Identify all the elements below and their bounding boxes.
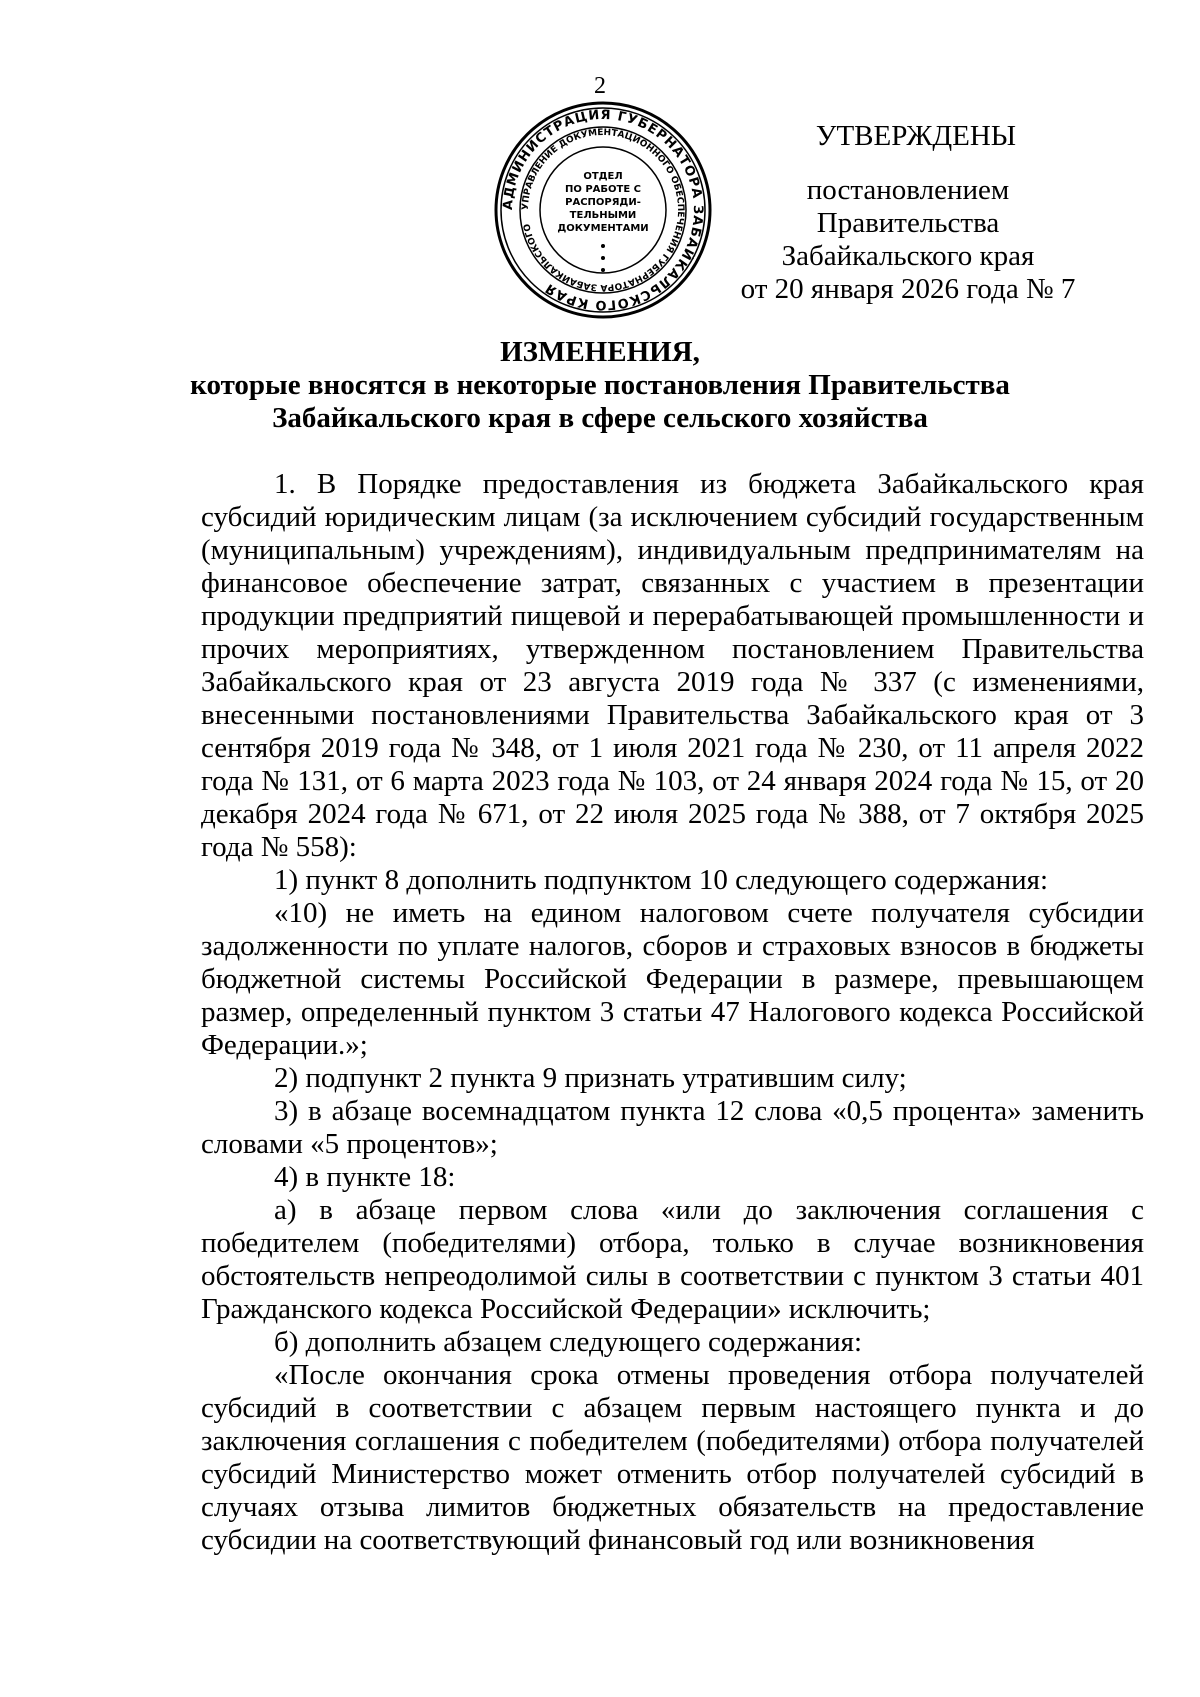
paragraph-subitem-4b: б) дополнить абзацем следующего содержания:	[274, 1326, 863, 1358]
paragraph-subitem-2: 2) подпункт 2 пункта 9 признать утратившим силу;	[274, 1062, 907, 1094]
stamp-center-line: РАСПОРЯДИ-	[565, 197, 641, 208]
stamp-center-line: ТЕЛЬНЫМИ	[569, 210, 637, 221]
paragraph-subitem-1: 1) пункт 8 дополнить подпунктом 10 следующего содержания:	[274, 864, 1049, 896]
paragraph-quote-10: «10) не иметь на едином налоговом счете получателя субсидии задолженности по уплате налогов, сборов и страховых взносов в бюджеты бюджетной системы Российской Федерации в размере, превышающем размер, определенный пунктом 3 статьи 47 Налогового кодекса Российской Федерации.»;	[201, 897, 1144, 1061]
stamp-outer-text: АДМИНИСТРАЦИЯ ГУБЕРНАТОРА ЗАБАЙКАЛЬСКОГО КРАЯ	[500, 107, 706, 313]
page-number: 2	[594, 73, 606, 99]
approval-line-date: от 20 января 2026 года № 7	[740, 273, 1076, 305]
paragraph-quote-new: «После окончания срока отмены проведения отбора получателей субсидий в соответствии с абзацем первым настоящего пункта и до заключения соглашения с победителем (победителями) отбора получателей субсидий Министерство может отменить отбор получателей субсидий в случаях отзыва лимитов бюджетных обязательств на предоставление субсидии на соответствующий финансовый год или возникновения	[201, 1359, 1144, 1556]
document-body	[201, 468, 1144, 1557]
paragraph-subitem-3: 3) в абзаце восемнадцатом пункта 12 слова «0,5 процента» заменить словами «5 процентов»;	[201, 1095, 1144, 1160]
paragraph-subitem-4: 4) в пункте 18:	[274, 1161, 456, 1193]
approval-stamp	[493, 100, 713, 320]
approval-block	[718, 118, 1098, 306]
stamp-dot	[601, 244, 605, 248]
document-subtitle-line: Забайкальского края в сфере сельского хозяйства	[272, 402, 928, 434]
stamp-middle-text: УПРАВЛЕНИЕ ДОКУМЕНТАЦИОННОГО ОБЕСПЕЧЕНИЯ ГУБЕРНАТОРА ЗАБАЙКАЛЬСКОГО	[520, 127, 686, 293]
document-title: ИЗМЕНЕНИЯ,	[500, 336, 700, 368]
approval-line-resolution: постановлением Правительства	[806, 174, 1010, 239]
stamp-center-line: ОТДЕЛ	[583, 171, 623, 182]
document-subtitle-line: которые вносятся в некоторые постановления Правительства	[190, 369, 1010, 401]
stamp-dot	[601, 256, 605, 260]
document-heading	[0, 336, 1200, 435]
stamp-center-line: ПО РАБОТЕ С	[564, 184, 642, 195]
stamp-dot	[601, 268, 605, 272]
approval-title: УТВЕРЖДЕНЫ	[815, 120, 1017, 152]
paragraph-subitem-4a: а) в абзаце первом слова «или до заключения соглашения с победителем (победителями) отбора, только в случае возникновения обстоятельств непреодолимой силы в соответствии с пунктом 3 статьи 401 Гражданского кодекса Российской Федерации» исключить;	[201, 1194, 1144, 1325]
paragraph-item-1: 1. В Порядке предоставления из бюджета Забайкальского края субсидий юридическим лицам (за исключением субсидий государственным (муниципальным) учреждениям), индивидуальным предпринимателям на финансовое обеспечение затрат, связанных с участием в презентации продукции предприятий пищевой и перерабатывающей промышленности и прочих мероприятиях, утвержденном постановлением Правительства Забайкальского края от 23 августа 2019 года № 337 (с изменениями, внесенными постановлениями Правительства Забайкальского края от 3 сентября 2019 года № 348, от 1 июля 2021 года № 230, от 11 апреля 2022 года № 131, от 6 марта 2023 года № 103, от 24 января 2024 года № 15, от 20 декабря 2024 года № 671, от 22 июля 2025 года № 388, от 7 октября 2025 года № 558):	[201, 468, 1144, 863]
approval-line-region: Забайкальского края	[781, 240, 1035, 272]
stamp-center-line: ДОКУМЕНТАМИ	[557, 223, 649, 234]
